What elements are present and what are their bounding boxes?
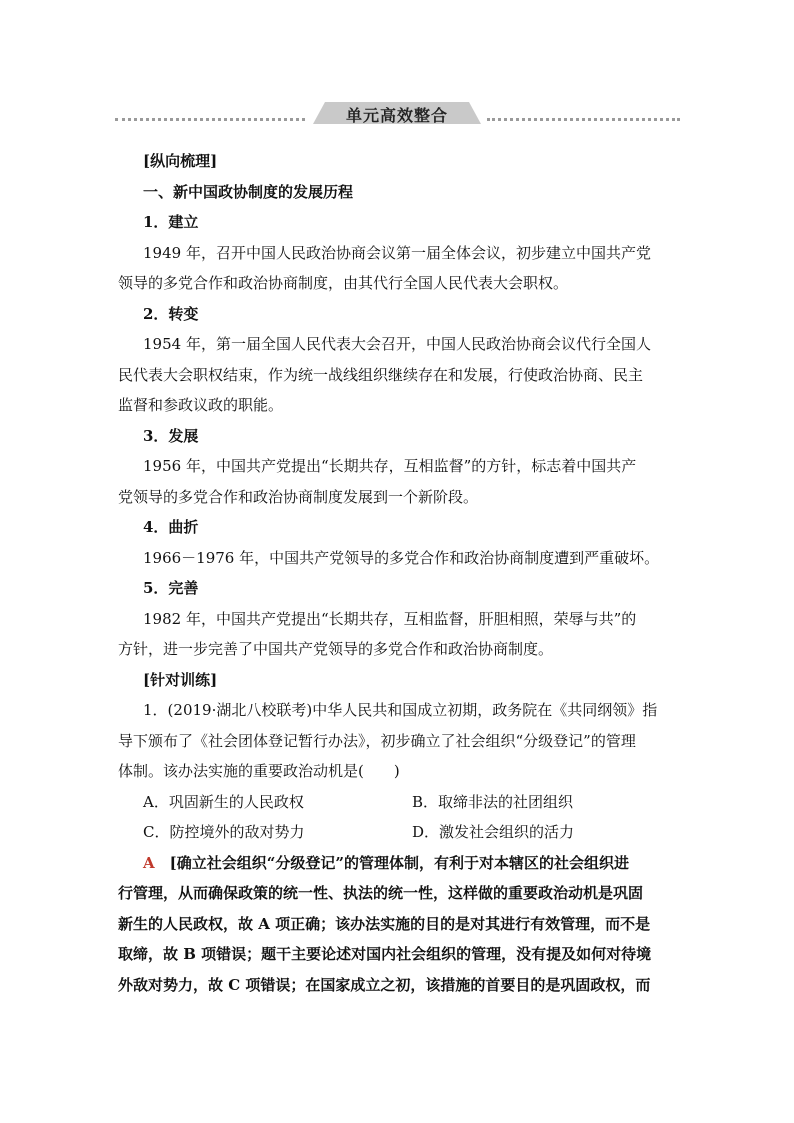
item-text-line: 1982 年，中国共产党提出“长期共存，互相监督，肝胆相照，荣辱与共”的 [143,609,637,628]
item-text-line: 1949 年，召开中国人民政治协商会议第一届全体会议，初步建立中国共产党 [143,243,651,262]
answer-letter: A [143,853,155,872]
item-title-5: 5．完善 [143,579,199,597]
section-label-practice: [针对训练] [143,670,218,689]
option-c: C．防控境外的敌对势力 [143,823,305,841]
option-d: D．激发社会组织的活力 [412,823,575,841]
page-content [118,146,680,1000]
answer-first-line [118,848,680,879]
item-text-line: 监督和参政议政的职能。 [118,396,284,414]
banner-dots-left [115,118,305,121]
item-text-line: 1956 年，中国共产党提出“长期共存，互相监督”的方针，标志着中国共产 [143,457,637,475]
question-line: 体制。该办法实施的重要政治动机是( ) [118,762,400,780]
item-title-3: 3．发展 [143,426,199,445]
question-line: 导下颁布了《社会团体登记暂行办法》，初步确立了社会组织“分级登记”的管理 [118,731,636,750]
item-text-line: 1954 年，第一届全国人民代表大会召开，中国人民政治协商会议代行全国人 [143,335,651,353]
question-line: 1．(2019·湖北八校联考)中华人民共和国成立初期，政务院在《共同纲领》指 [143,701,658,719]
options-row [118,787,680,818]
item-title-2: 2．转变 [143,304,199,323]
option-a: A．巩固新生的人民政权 [143,792,304,811]
section-banner [115,102,680,124]
item-text-line: 方针，进一步完善了中国共产党领导的多党合作和政治协商制度。 [118,640,554,658]
item-text-line: 民代表大会职权结束，作为统一战线组织继续存在和发展，行使政治协商、民主 [118,365,644,384]
answer-line: [确立社会组织“分级登记”的管理体制，有利于对本辖区的社会组织进 [169,853,630,872]
answer-line: 取缔，故 B 项错误；题干主要论述对国内社会组织的管理，没有提及如何对待境 [118,945,652,963]
item-title-4: 4．曲折 [143,518,199,536]
banner-title: 单元高效整合 [345,106,448,125]
answer-line: 外敌对势力，故 C 项错误；在国家成立之初，该措施的首要目的是巩固政权，而 [118,975,651,994]
section-heading: 一、新中国政协制度的发展历程 [143,182,354,201]
answer-line: 行管理，从而确保政策的统一性、执法的统一性，这样做的重要政治动机是巩固 [118,884,644,902]
item-text-line: 党领导的多党合作和政治协商制度发展到一个新阶段。 [118,487,479,506]
options-row [118,817,680,848]
answer-line: 新生的人民政权，故 A 项正确；该办法实施的目的是对其进行有效管理，而不是 [118,914,651,933]
item-text-line: 1966－1976 年，中国共产党领导的多党合作和政治协商制度遭到严重破坏。 [143,548,660,567]
option-b: B．取缔非法的社团组织 [412,792,574,811]
item-text-line: 领导的多党合作和政治协商制度，由其代行全国人民代表大会职权。 [118,274,569,292]
section-label-review: [纵向梳理] [143,152,218,170]
item-title-1: 1．建立 [143,213,199,231]
banner-dots-right [487,118,680,121]
